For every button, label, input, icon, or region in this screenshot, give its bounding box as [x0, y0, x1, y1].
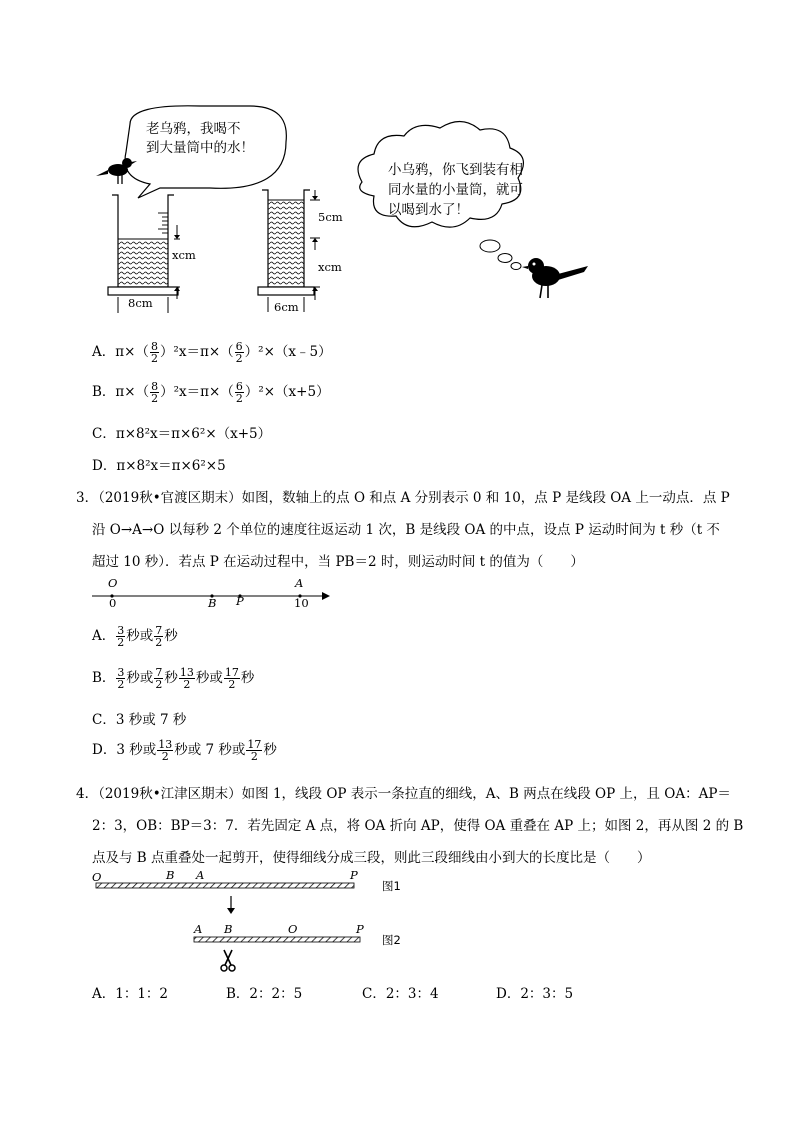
denominator: 2	[117, 636, 125, 649]
fig2-P-label: P	[356, 922, 364, 936]
bubble2-text	[388, 160, 523, 220]
numerator: 13	[179, 666, 194, 679]
bubble2-line: 小乌鸦，你飞到装有相	[388, 162, 523, 178]
q3-stem-line1: 3．（2019秋•官渡区期末）如图，数轴上的点 O 和点 A 分别表示 0 和 10，点 P 是线段 OA 上一动点．点 P	[76, 490, 730, 506]
option-letter: A．	[92, 628, 116, 644]
q2-option-a	[92, 340, 332, 364]
fig1-B-label: B	[166, 868, 175, 882]
denominator: 2	[155, 678, 163, 691]
option-letter: B．	[92, 670, 116, 686]
denominator: 2	[151, 392, 159, 405]
numerator: 6	[235, 340, 243, 353]
q4-stem-line1: 4．（2019秋•江津区期末）如图 1，线段 OP 表示一条拉直的细线，A、B 两点在线段 OP 上，且 OA：AP＝	[76, 786, 731, 802]
small-cylinder-width-label: 6cm	[274, 300, 299, 314]
numerator: 8	[151, 380, 159, 393]
numerator: 8	[150, 340, 158, 353]
tick-zero-label: 0	[109, 596, 117, 610]
q4-stem-line3: 点及与 B 点重叠处一起剪开，使得细线分成三段，则此三段细线由小到大的长度比是（ ）	[92, 850, 651, 866]
fraction	[235, 381, 244, 404]
fig1-P-label: P	[350, 868, 358, 882]
q4-stem-line2: 2：3，OB：BP＝3：7．若先固定 A 点，将 OA 折向 AP，使得 OA 重叠在 AP 上；如图 2，再从图 2 的 B	[92, 818, 744, 834]
denominator: 2	[235, 392, 243, 405]
fraction	[179, 667, 195, 690]
fraction	[154, 667, 163, 690]
text-part: 秒	[164, 628, 178, 644]
crow-cylinder-figure	[90, 100, 610, 330]
numerator: 7	[155, 666, 163, 679]
text-part: 秒	[164, 670, 178, 686]
fraction	[150, 381, 159, 404]
fig2-O-label: O	[288, 922, 298, 936]
fig2-B-label: B	[224, 922, 233, 936]
string-figures	[90, 866, 430, 976]
denominator: 2	[250, 750, 258, 763]
scissors-icon	[221, 950, 235, 971]
text-part: 秒	[263, 742, 277, 758]
fig1-A-label: A	[196, 868, 205, 882]
denominator: 2	[117, 678, 125, 691]
point-O-label: O	[108, 576, 118, 590]
option-letter: A．	[92, 344, 116, 360]
fraction	[246, 739, 262, 762]
fraction	[116, 667, 125, 690]
q3-stem-line2: 沿 O→A→O 以每秒 2 个单位的速度往返运动 1 次，B 是线段 OA 的中点，设点 P 运动时间为 t 秒（t 不	[92, 522, 720, 538]
fraction	[116, 625, 125, 648]
fig1-O-label: O	[92, 870, 102, 884]
expr-part: π×（	[115, 344, 149, 360]
bubble1-line: 老乌鸦，我喝不	[146, 121, 241, 137]
bubble1-line: 到大量筒中的水！	[146, 140, 254, 156]
numerator: 3	[117, 666, 125, 679]
q2-option-c: C．π×8²x＝π×6²×（x+5）	[92, 426, 272, 442]
q4-option-d: D．2：3：5	[496, 986, 574, 1002]
numerator: 6	[235, 380, 243, 393]
crow-large-icon	[522, 258, 588, 298]
number-line-figure	[90, 576, 330, 616]
q4-option-a: A．1：1：2	[92, 986, 169, 1002]
expr-part: ）²×（x﹣5）	[244, 344, 332, 360]
fig1-caption: 图1	[382, 879, 401, 893]
numerator: 17	[224, 666, 239, 679]
numerator: 13	[158, 738, 173, 751]
small-cylinder	[258, 190, 320, 312]
fraction	[224, 667, 240, 690]
text-part: 秒或 7 秒或	[174, 742, 246, 758]
q3-stem-line3: 超过 10 秒）．若点 P 在运动过程中，当 PB＝2 时，则运动时间 t 的值为（ ）	[92, 554, 584, 570]
denominator: 2	[183, 678, 191, 691]
bubble1-text	[146, 120, 254, 158]
q3-option-c: C．3 秒或 7 秒	[92, 712, 187, 728]
q3-option-b	[92, 666, 254, 690]
q4-option-c: C．2：3：4	[362, 986, 439, 1002]
denominator: 2	[235, 352, 243, 365]
point-A-label: A	[295, 576, 304, 590]
point-P-label: P	[236, 594, 244, 608]
fraction	[235, 341, 244, 364]
fraction	[154, 625, 163, 648]
small-cylinder-top-label: 5cm	[318, 210, 343, 224]
point-B-label: B	[208, 596, 217, 610]
fraction	[150, 341, 159, 364]
string-figure-drawing	[90, 866, 430, 976]
numerator: 7	[155, 624, 163, 637]
q4-option-b: B．2：2：5	[226, 986, 303, 1002]
large-cylinder-height-label: xcm	[172, 248, 196, 262]
tick-ten-label: 10	[294, 596, 309, 610]
small-cylinder-height-label: xcm	[318, 260, 342, 274]
text-part: D．3 秒或	[92, 742, 157, 758]
fig2-caption: 图2	[382, 933, 401, 947]
expr-part: ）²×（x+5）	[244, 384, 330, 400]
bubble2-line: 以喝到水了！	[388, 202, 469, 218]
q2-option-d: D．π×8²x＝π×6²×5	[92, 458, 226, 474]
large-cylinder-width-label: 8cm	[128, 296, 153, 310]
fig2-A-label: A	[194, 922, 203, 936]
expr-part: ）²x＝π×（	[160, 384, 234, 400]
expr-part: ）²x＝π×（	[159, 344, 234, 360]
denominator: 2	[228, 678, 236, 691]
q2-option-b	[92, 380, 330, 404]
numerator: 17	[247, 738, 262, 751]
numerator: 3	[117, 624, 125, 637]
bubble2-line: 同水量的小量筒，就可	[388, 182, 523, 198]
q3-option-d	[92, 738, 277, 762]
option-letter: B．	[92, 384, 116, 400]
fraction	[157, 739, 173, 762]
q3-option-a	[92, 624, 178, 648]
expr-part: π×（	[115, 384, 150, 400]
denominator: 2	[155, 636, 163, 649]
text-part: 秒或	[195, 670, 223, 686]
text-part: 秒或	[126, 628, 154, 644]
text-part: 秒	[240, 670, 255, 686]
text-part: 秒或	[126, 670, 154, 686]
denominator: 2	[150, 352, 158, 365]
denominator: 2	[161, 750, 169, 763]
